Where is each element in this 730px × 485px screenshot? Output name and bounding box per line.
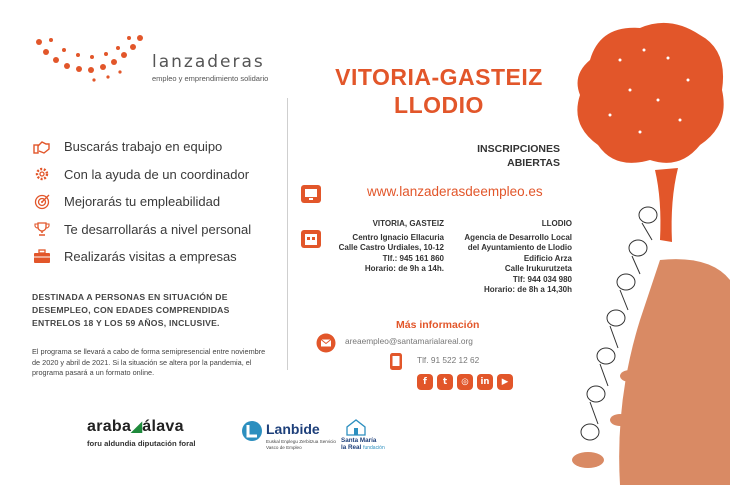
benefit-text: Buscarás trabajo en equipo — [64, 139, 223, 155]
handshake-icon — [32, 138, 52, 156]
program-note: El programa se llevará a cabo de forma semipresencial entre noviembre de 2020 y abril de 2021. Si la situación se altera por la pandemia, el programa pasará a un formato online. — [32, 347, 266, 378]
brand-name: lanzaderas — [152, 52, 265, 72]
address-line: del Ayuntamiento de Llodio — [467, 243, 572, 253]
llodio-address — [447, 233, 572, 295]
llodio-title: LLODIO — [541, 219, 572, 228]
inscripciones-heading — [400, 142, 560, 170]
phone-icon — [389, 352, 403, 371]
social-links — [417, 374, 513, 390]
instagram-icon[interactable]: ◎ — [457, 374, 473, 390]
lanbide-subtitle: Euskal Enplegu Zerbitzua Servicio Vasco de Empleo — [266, 439, 336, 450]
address-line: Calle Irukurutzeta — [504, 264, 572, 274]
gear-icon — [32, 165, 52, 183]
address-line: Edificio Arza — [523, 253, 572, 263]
phone-number: Tlf. 91 522 12 62 — [417, 355, 480, 365]
brand-tagline: empleo y emprendimiento solidario — [152, 74, 269, 83]
address-line: Calle Castro Urdiales, 10-12 — [338, 243, 444, 253]
benefit-text: Con la ayuda de un coordinador — [64, 166, 250, 182]
benefit-item — [32, 161, 282, 189]
vitoria-address — [323, 233, 444, 275]
santa-maria-logo — [341, 437, 385, 453]
church-icon — [345, 418, 367, 436]
trophy-icon — [32, 220, 52, 238]
address-line: Tlf.: 945 161 860 — [382, 253, 444, 263]
city-title — [324, 63, 554, 119]
youtube-icon[interactable]: ▶ — [497, 374, 513, 390]
vitoria-title: VITORIA, GASTEIZ — [372, 219, 444, 228]
benefit-item — [32, 216, 282, 244]
address-line: Tlf: 944 034 980 — [512, 274, 572, 284]
benefit-text: Te desarrollarás a nivel personal — [64, 221, 252, 237]
address-line: Agencia de Desarrollo Local — [464, 233, 572, 242]
address-line: Horario: de 9h a 14h. — [364, 264, 444, 274]
araba-word: araba — [87, 418, 132, 435]
benefit-text: Realizarás visitas a empresas — [64, 249, 237, 265]
smr-line: Santa María — [341, 437, 377, 444]
benefits-list — [32, 133, 282, 271]
smr-line — [341, 444, 385, 452]
calendar-icon — [300, 229, 322, 249]
smr-line-2: la Real — [341, 444, 362, 452]
inscripciones-line-2: ABIERTAS — [507, 157, 560, 169]
address-line: Horario: de 8h a 14,30h — [483, 285, 572, 295]
alava-word: álava — [142, 418, 184, 435]
lanbide-name: Lanbide — [266, 421, 320, 437]
more-info-title: Más información — [396, 319, 480, 331]
tree-illustration — [560, 20, 730, 485]
araba-alava-logo: araba◢álava — [87, 418, 184, 435]
lanbide-logo-icon — [241, 420, 263, 442]
title-line-2: LLODIO — [394, 92, 484, 118]
email-icon — [316, 333, 336, 353]
address-line: Centro Ignacio Ellacuria — [352, 233, 444, 242]
benefit-item — [32, 133, 282, 161]
website-link[interactable]: www.lanzaderasdeempleo.es — [367, 184, 543, 199]
benefit-text: Mejorarás tu empleabilidad — [64, 194, 221, 210]
benefit-item — [32, 243, 282, 271]
email-link[interactable]: areaempleo@santamarialareal.org — [345, 336, 473, 346]
linkedin-icon[interactable]: in — [477, 374, 493, 390]
benefit-item — [32, 188, 282, 216]
araba-subtitle: foru aldundia diputación foral — [87, 439, 196, 448]
title-line-1: VITORIA-GASTEIZ — [335, 64, 543, 90]
smr-line-3: fundación — [363, 445, 385, 452]
target-audience-text: DESTINADA A PERSONAS EN SITUACIÓN DE DESEMPLEO, CON EDADES COMPRENDIDAS ENTRELOS 18 Y LOS 59 AÑOS, INCLUSIVE. — [32, 292, 230, 328]
twitter-icon[interactable]: t — [437, 374, 453, 390]
computer-icon — [300, 184, 322, 204]
target-icon — [32, 193, 52, 211]
briefcase-icon — [32, 248, 52, 266]
lanzaderas-logo-icon — [34, 30, 146, 84]
facebook-icon[interactable]: f — [417, 374, 433, 390]
vertical-divider — [287, 98, 288, 370]
inscripciones-line-1: INSCRIPCIONES — [477, 143, 560, 155]
